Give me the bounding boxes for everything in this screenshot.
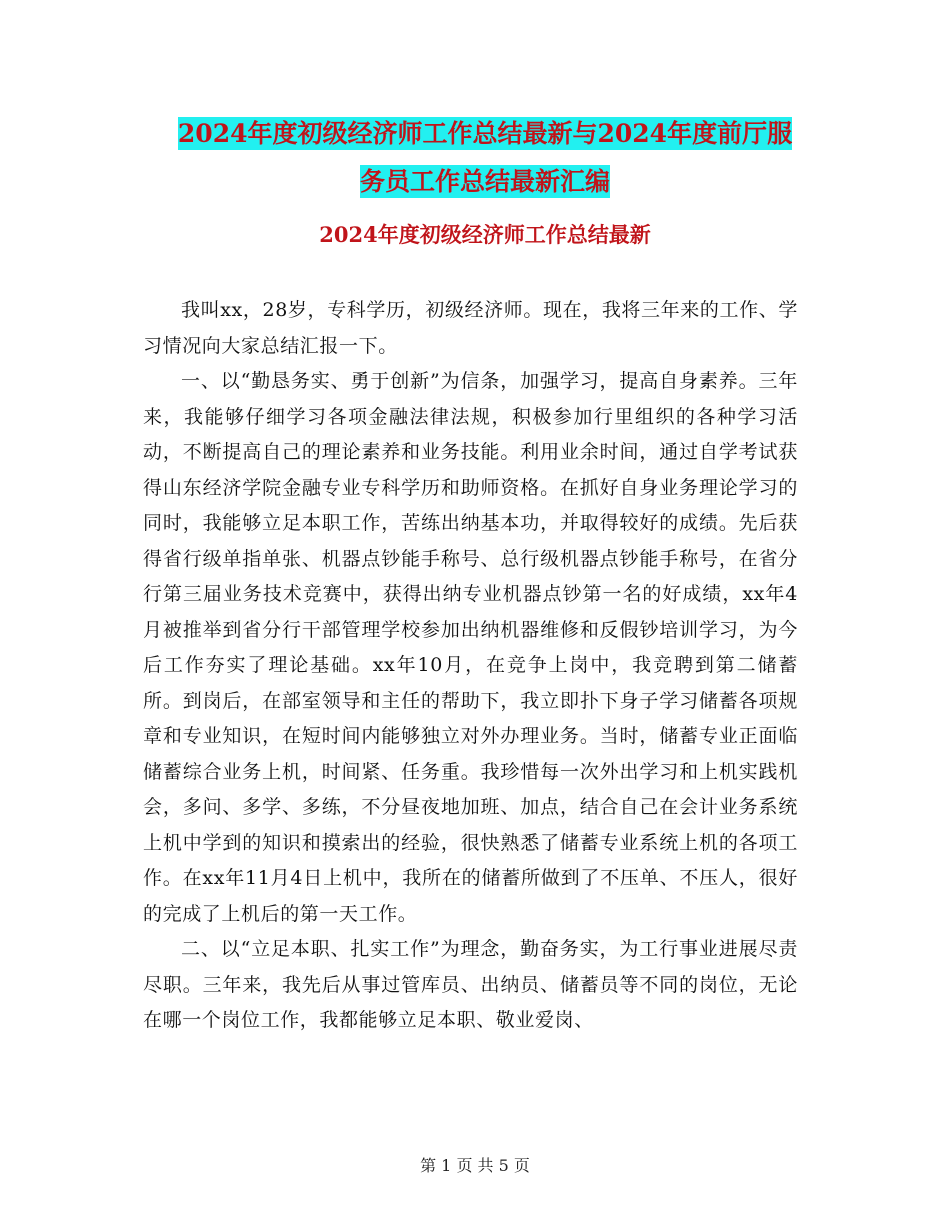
title-line-2: 务员工作总结最新汇编 — [359, 167, 610, 196]
paragraph-section-one: 一、以“勤恳务实、勇于创新”为信条，加强学习，提高自身素养。三年来，我能够仔细学习各项金融法律法规，积极参加行里组织的各种学习活动，不断提高自己的理论素养和业务技能。利用业余时间，通过自学考试获得山东经济学院金融专业专科学历和助师资格。在抓好自身业务理论学习的同时，我能够立足本职工作，苦练出纳基本功，并取得较好的成绩。先后获得省行级单指单张、机器点钞能手称号、总行级机器点钞能手称号，在省分行第三届业务技术竞赛中，获得出纳专业机器点钞第一名的好成绩，xx年4月被推举到省分行干部管理学校参加出纳机器维修和反假钞培训学习，为今后工作夯实了理论基础。xx年10月，在竞争上岗中，我竞聘到第二储蓄所。到岗后，在部室领导和主任的帮助下，我立即扑下身子学习储蓄各项规章和专业知识，在短时间内能够独立对外办理业务。当时，储蓄专业正面临储蓄综合业务上机，时间紧、任务重。我珍惜每一次外出学习和上机实践机会，多问、多学、多练，不分昼夜地加班、加点，结合自己在会计业务系统上机中学到的知识和摸索出的经验，很快熟悉了储蓄专业系统上机的各项工作。在xx年11月4日上机中，我所在的储蓄所做到了不压单、不压人，很好的完成了上机后的第一天工作。 — [143, 370, 798, 925]
section-title: 2024年度初级经济师工作总结最新 — [319, 222, 651, 247]
paragraph-section-two: 二、以“立足本职、扎实工作”为理念，勤奋务实，为工行事业进展尽责尽职。三年来，我先后从事过管库员、出纳员、储蓄员等不同的岗位，无论在哪一个岗位工作，我都能够立足本职、敬业爱岗、 — [143, 938, 798, 1031]
paragraph-intro: 我叫xx，28岁，专科学历，初级经济师。现在，我将三年来的工作、学习情况向大家总结汇报一下。 — [143, 299, 798, 357]
title-line-1: 2024年度初级经济师工作总结最新与2024年度前厅服 — [177, 119, 793, 148]
document-body — [143, 293, 798, 1039]
document-main-title — [140, 110, 830, 206]
page-footer: 第 1 页 共 5 页 — [420, 1156, 530, 1175]
